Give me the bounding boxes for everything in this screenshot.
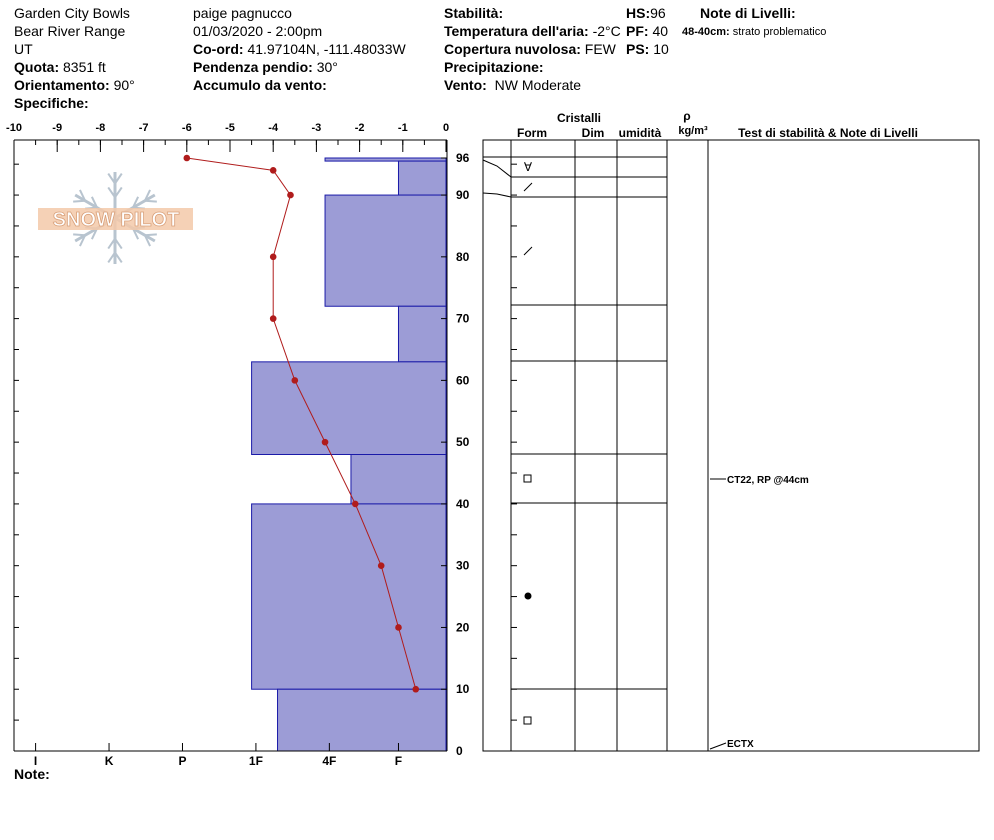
wind-load-field: Accumulo da vento: <box>193 77 327 93</box>
temp-tick-label: -5 <box>225 122 235 134</box>
crystal-symbol-facet <box>524 717 531 724</box>
header-form: Form <box>517 126 547 140</box>
temp-tick-label: -7 <box>138 122 149 134</box>
depth-tick-label: 40 <box>456 496 470 511</box>
depth-tick-label: 70 <box>456 311 470 326</box>
temperature-point <box>184 155 191 162</box>
hardness-bar <box>252 504 446 689</box>
crystal-symbol-facet <box>524 475 531 482</box>
hardness-tick-label: 1F <box>248 754 263 768</box>
hardness-layers <box>252 158 446 751</box>
depth-tick-label: 0 <box>456 744 463 758</box>
layer-connector <box>483 193 511 197</box>
temp-tick-label: -2 <box>354 122 365 134</box>
depth-tick-label: 90 <box>456 188 470 203</box>
hardness-bar <box>278 689 446 751</box>
snowflake-branch <box>145 201 157 202</box>
depth-tick-label: 30 <box>456 558 470 573</box>
hs-field: HS:96 <box>626 5 666 21</box>
depth-tick-label: 80 <box>456 249 470 264</box>
hardness-bar <box>325 195 446 306</box>
snowflake-branch <box>73 234 85 235</box>
hardness-bar <box>398 161 446 195</box>
range-name: Bear River Range <box>14 23 126 39</box>
observer-name: paige pagnucco <box>193 5 292 21</box>
hardness-tick-label: 4F <box>322 754 337 768</box>
depth-tick-label: 50 <box>456 435 470 450</box>
table-frame <box>483 140 979 751</box>
stability-field: Stabilità: <box>444 5 504 21</box>
temperature-point <box>352 501 359 508</box>
hardness-tick-label: P <box>178 754 187 768</box>
layer-connector <box>483 160 511 177</box>
test-note: CT22, RP @44cm <box>727 475 809 486</box>
temperature-point <box>322 439 329 446</box>
hardness-bar <box>398 306 446 362</box>
temperature-point <box>395 624 402 631</box>
date-time: 01/03/2020 - 2:00pm <box>193 23 323 39</box>
snowflake-branch <box>145 234 157 235</box>
header-density-unit: kg/m³ <box>678 125 708 137</box>
temp-tick-label: -9 <box>52 122 63 134</box>
depth-tick-label: 96 <box>456 151 470 165</box>
air-temp-field: Temperatura dell'aria: -2°C <box>444 23 621 39</box>
temperature-point <box>270 167 277 174</box>
precip-field: Precipitazione: <box>444 59 544 75</box>
temp-tick-label: -3 <box>311 122 322 134</box>
quota-field: Quota: 8351 ft <box>14 59 106 75</box>
temp-tick-label: -4 <box>268 122 279 134</box>
crystal-symbol-round <box>525 593 532 600</box>
depth-tick-label: 60 <box>456 373 470 388</box>
test-note: ECTX <box>727 739 754 750</box>
hardness-bar <box>252 362 446 455</box>
header-umidita: umidità <box>618 126 662 140</box>
header-dim: Dim <box>581 126 605 140</box>
temperature-point <box>270 315 277 322</box>
temperature-point <box>412 686 419 693</box>
header-cristalli: Cristalli <box>556 111 602 125</box>
header-tests: Test di stabilità & Note di Livelli <box>738 126 918 140</box>
hardness-tick-label: F <box>394 754 403 768</box>
snowpilot-logo <box>38 172 193 264</box>
temperature-point <box>292 377 299 384</box>
temperature-point <box>378 562 385 569</box>
temp-tick-label: 0 <box>442 122 450 134</box>
temp-tick-label: -6 <box>181 122 192 134</box>
pf-field: PF: 40 <box>626 23 669 39</box>
slope-field: Pendenza pendio: 30° <box>193 59 338 75</box>
crystal-symbol-slash <box>524 247 532 255</box>
crystal-symbol-slash <box>524 183 532 191</box>
crystal-symbol: ∀ <box>523 160 533 174</box>
state-name: UT <box>14 41 33 57</box>
ps-field: PS: 10 <box>626 41 669 57</box>
layer-note: 48-40cm: strato problematico <box>682 26 827 38</box>
temp-tick-label: -8 <box>95 122 106 134</box>
cloud-field: Copertura nuvolosa: FEW <box>444 41 616 57</box>
depth-tick-label: 20 <box>456 620 470 635</box>
snowflake-branch <box>73 201 85 202</box>
crystal-table <box>483 109 979 751</box>
wind-field: Vento: NW Moderate <box>444 77 582 93</box>
hardness-bar <box>351 455 446 504</box>
hardness-tick-label: K <box>104 754 114 768</box>
logo-text: SNOW PILOT <box>52 209 180 231</box>
header-rho: ρ <box>683 109 691 123</box>
hardness-tick-label: I <box>33 754 38 768</box>
temp-tick-label: -10 <box>6 122 22 134</box>
temp-tick-label: -1 <box>397 122 408 134</box>
coord-field: Co-ord: 41.97104N, -111.48033W <box>193 41 406 57</box>
spec-field: Specifiche: <box>14 95 89 111</box>
temperature-point <box>287 192 294 199</box>
orientation-field: Orientamento: 90° <box>14 77 135 93</box>
test-note-arrow <box>710 743 726 749</box>
layer-notes-title: Note di Livelli: <box>700 5 796 21</box>
location-name: Garden City Bowls <box>14 5 130 21</box>
depth-tick-label: 10 <box>456 682 470 697</box>
temperature-point <box>270 254 277 261</box>
note-label: Note: <box>14 766 50 782</box>
